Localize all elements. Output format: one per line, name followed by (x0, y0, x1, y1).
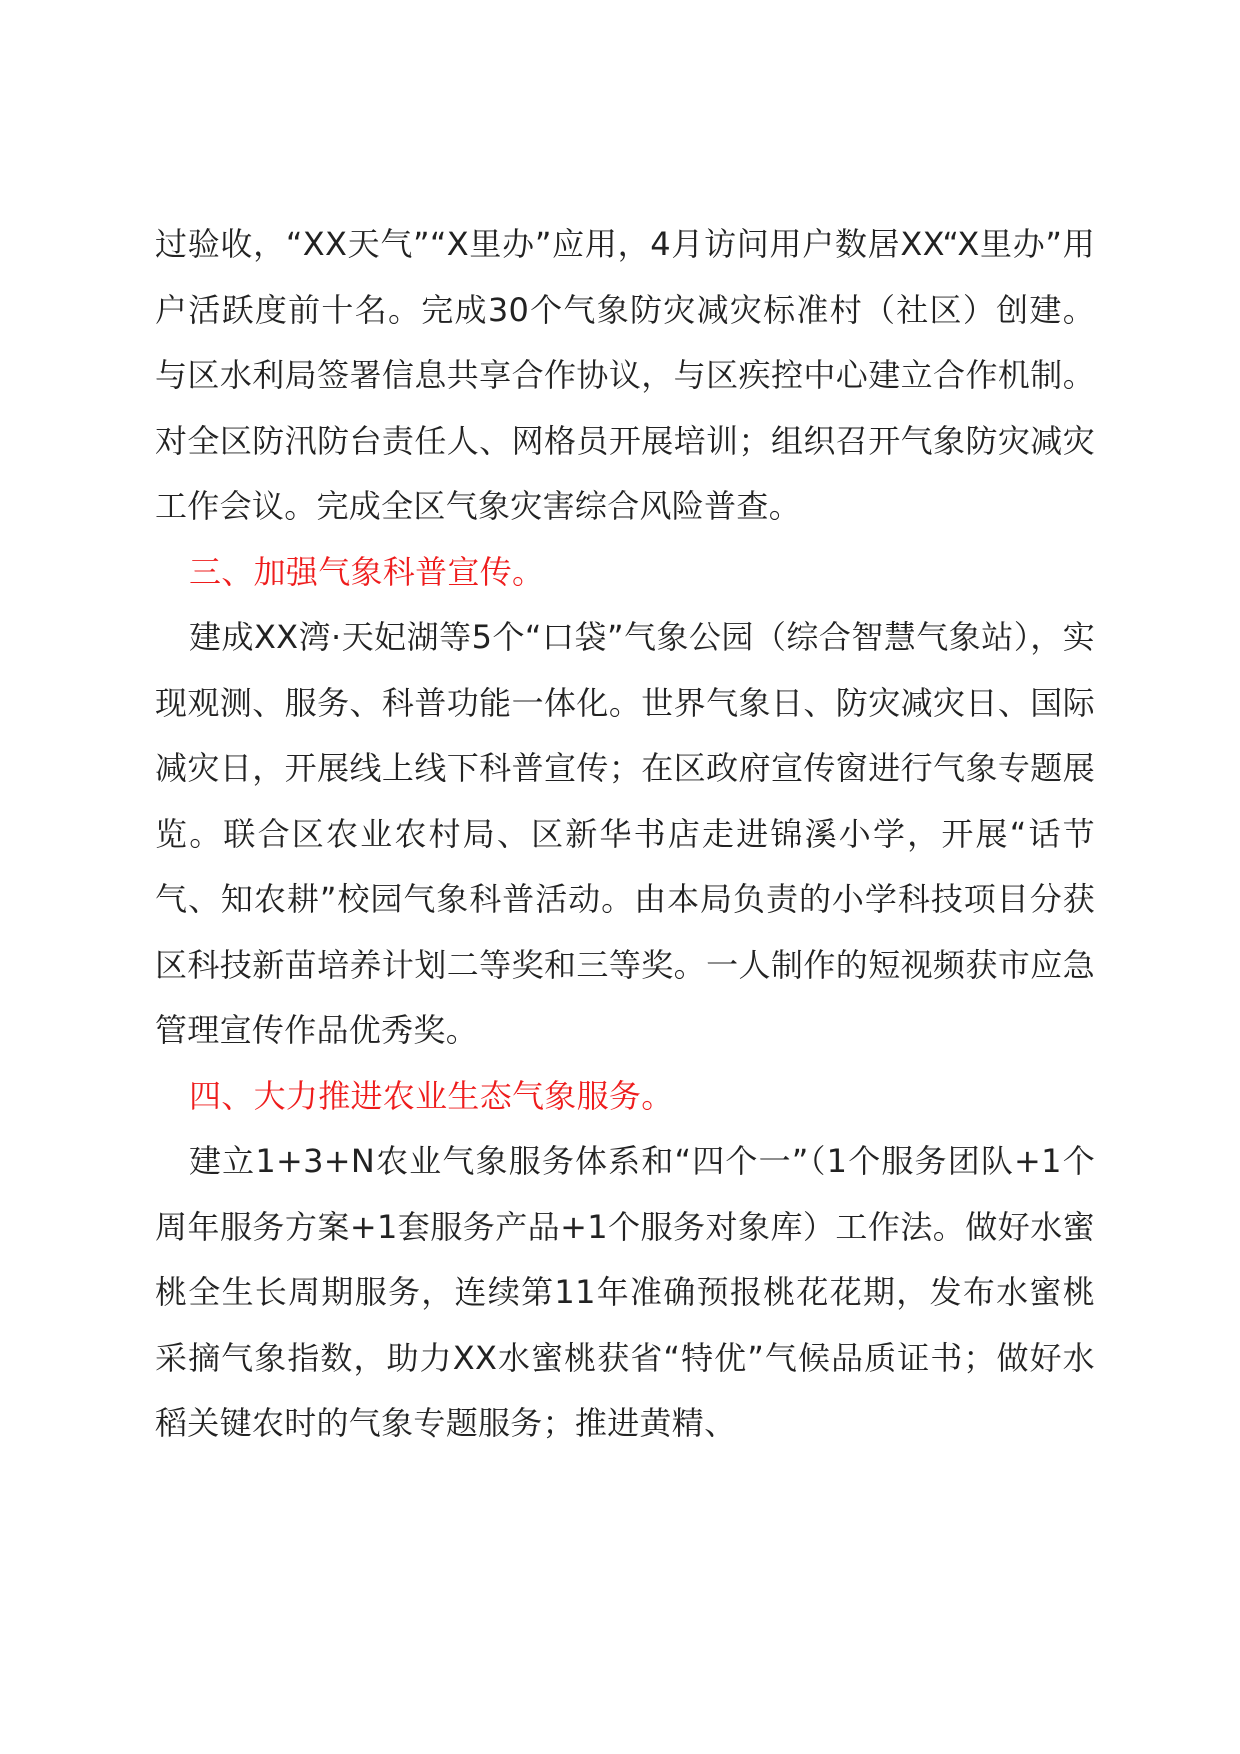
section-heading-4: 四、大力推进农业生态气象服务。 (189, 1076, 674, 1115)
paragraph-agri-service: 建立1+3+N农业气象服务体系和“四个一”（1个服务团队+1个周年服务方案+1套服务产品+1个服务对象库）工作法。做好水蜜桃全生长周期服务，连续第11年准确预报桃花花期，发布水蜜桃采摘气象指数，助力XX水蜜桃获省“特优”气候品质证书；做好水稻关键农时的气象专题服务；推进黄精、 (155, 1142, 1095, 1442)
paragraph-continuation: 过验收，“XX天气”“X里办”应用，4月访问用户数居XX“X里办”用户活跃度前十名。完成30个气象防灾减灾标准村（社区）创建。与区水利局签署信息共享合作协议，与区疾控中心建立合作机制。对全区防汛防台责任人、网格员开展培训；组织召开气象防灾减灾工作会议。完成全区气象灾害综合风险普查。 (155, 225, 1095, 525)
paragraph-science-promotion: 建成XX湾·天妃湖等5个“口袋”气象公园（综合智慧气象站），实现观测、服务、科普功能一体化。世界气象日、防灾减灾日、国际减灾日，开展线上线下科普宣传；在区政府宣传窗进行气象专题展览。联合区农业农村局、区新华书店走进锦溪小学，开展“话节气、知农耕”校园气象科普活动。由本局负责的小学科技项目分获区科技新苗培养计划二等奖和三等奖。一人制作的短视频获市应急管理宣传作品优秀奖。 (155, 618, 1095, 1049)
section-heading-3: 三、加强气象科普宣传。 (189, 552, 545, 591)
document-body (155, 212, 1095, 1457)
